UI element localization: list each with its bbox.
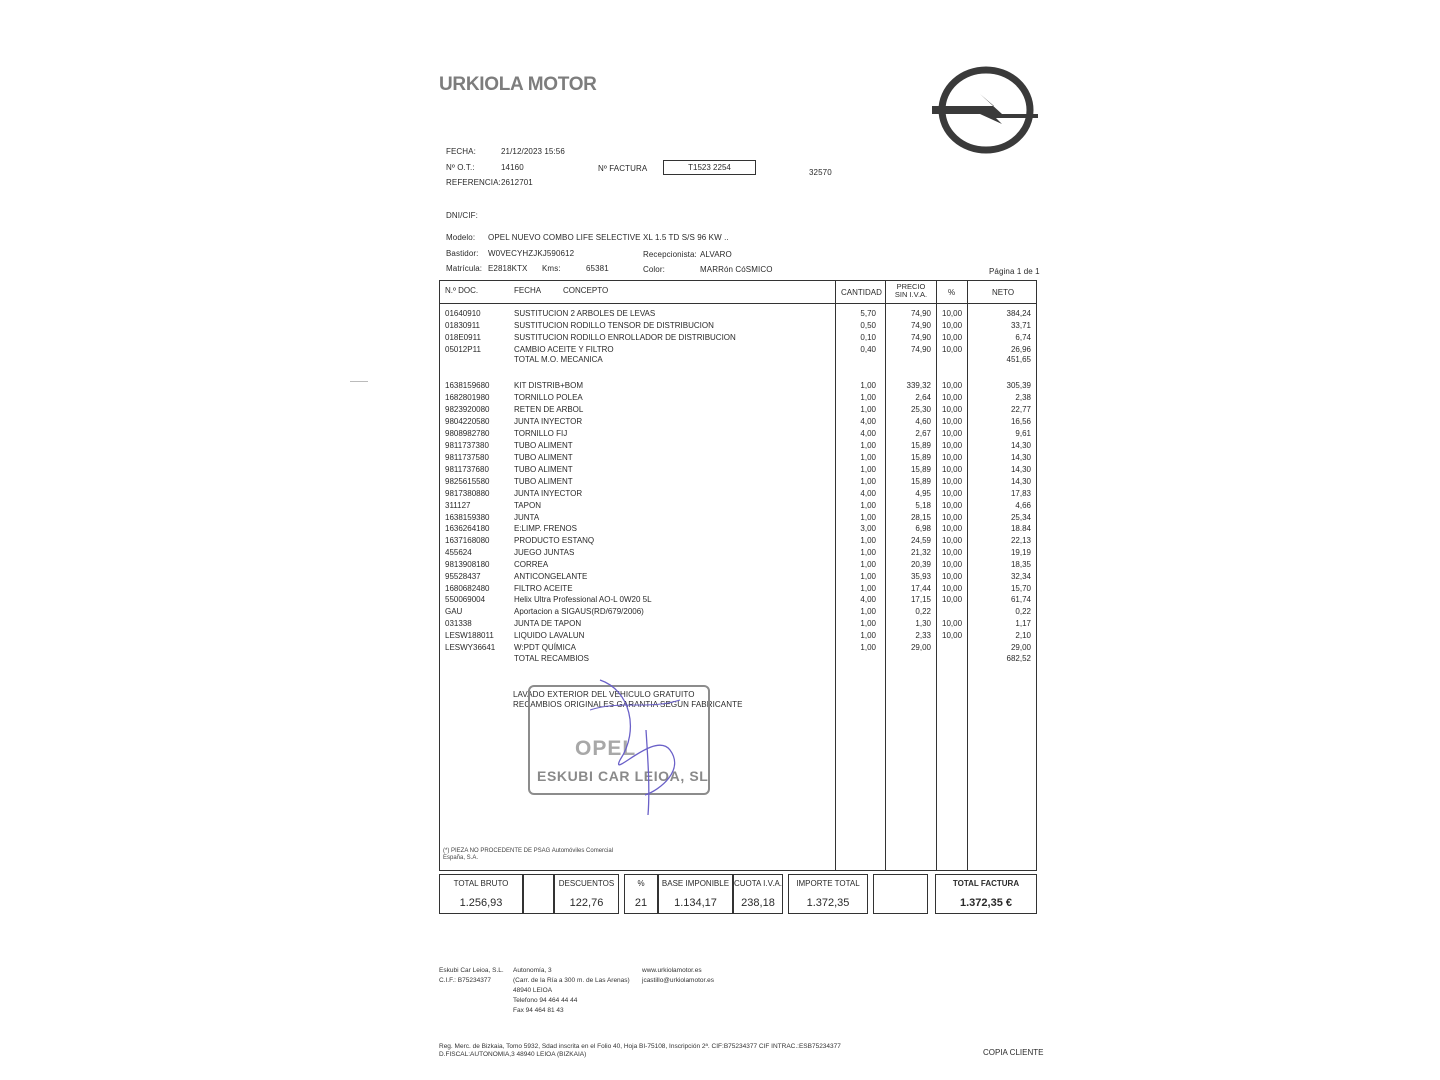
row-desc: ANTICONGELANTE [514, 572, 588, 581]
total-factura-label: TOTAL FACTURA [952, 879, 1020, 888]
row-qty: 1,00 [860, 560, 876, 569]
row-price: 15,89 [910, 465, 931, 474]
row-net: 18.84 [1010, 524, 1031, 533]
row-code: 1680682480 [445, 584, 490, 593]
row-desc: TUBO ALIMENT [514, 465, 573, 474]
dni-label: DNI/CIF: [446, 211, 478, 220]
row-qty: 1,00 [860, 584, 876, 593]
row-pct: 10,00 [942, 417, 963, 426]
row-desc: JUNTA INYECTOR [514, 489, 583, 498]
row-price: 6,98 [915, 524, 931, 533]
row-pct: 10,00 [942, 489, 963, 498]
row-qty: 1,00 [860, 643, 876, 652]
row-code: 9811737580 [445, 453, 489, 462]
row-price: 17,44 [910, 584, 931, 593]
row-code: 05012P11 [445, 345, 481, 354]
row-code: 031338 [445, 619, 472, 628]
header-doc: N.º DOC. [445, 286, 479, 295]
modelo-label: Modelo: [446, 233, 476, 242]
pct-label: % [637, 879, 645, 888]
row-net: 305,39 [1006, 381, 1031, 390]
row-qty: 1,00 [860, 501, 876, 510]
ref-value: 2612701 [501, 178, 533, 187]
row-pct: 10,00 [942, 333, 963, 342]
header-precio [887, 283, 935, 299]
header-pct: % [948, 288, 956, 297]
row-code: 311127 [445, 501, 471, 510]
row-desc: JUNTA DE TAPON [514, 619, 582, 628]
row-desc: LIQUIDO LAVALUN [514, 631, 585, 640]
row-code: 9808982780 [445, 429, 490, 438]
footer-addr1: Autonomía, 3 [513, 967, 552, 974]
row-qty: 1,00 [860, 548, 876, 557]
row-price: 2,33 [915, 631, 931, 640]
row-desc: JUNTA INYECTOR [514, 417, 583, 426]
row-pct: 10,00 [942, 619, 963, 628]
row-price: 28,15 [910, 513, 931, 522]
row-code: 018E0911 [445, 333, 481, 342]
footer-reg: Reg. Merc. de Bizkaia, Tomo 5932, Sdad inscrita en el Folio 40, Hoja BI-75108, Inscripción 2ª. CIF:B75234377 CIF INTRAC.:ESB75234377 [439, 1043, 841, 1050]
row-price: 2,64 [915, 393, 931, 402]
recep-value: ALVARO [700, 250, 732, 259]
psag-note: (*) PIEZA NO PROCEDENTE DE PSAG Automóviles Comercial España, S.A. [443, 848, 614, 861]
table-row [0, 477, 1440, 489]
row-code: 9811737380 [445, 441, 489, 450]
row-pct: 10,00 [942, 405, 963, 414]
row-qty: 1,00 [860, 477, 876, 486]
row-net: 16,56 [1010, 417, 1031, 426]
row-price: 15,89 [910, 441, 931, 450]
row-qty: 4,00 [860, 417, 876, 426]
fecha-label: FECHA: [446, 147, 476, 156]
row-qty: 1,00 [860, 381, 876, 390]
recep-label: Recepcionista: [643, 250, 697, 259]
copia-cliente: COPIA CLIENTE [983, 1048, 1044, 1057]
table-row [0, 465, 1440, 477]
row-qty: 1,00 [860, 453, 876, 462]
row-pct: 10,00 [942, 309, 963, 318]
row-pct: 10,00 [942, 465, 963, 474]
row-desc: SUSTITUCION RODILLO ENROLLADOR DE DISTRIBUCION [514, 333, 736, 342]
row-code: 1637168080 [445, 536, 490, 545]
row-net: 22,13 [1010, 536, 1031, 545]
table-row [0, 333, 1440, 345]
bastidor-value: W0VECYHZJKJ590612 [488, 249, 575, 258]
stamp-brand: OPEL [575, 737, 637, 760]
total-bruto-label: TOTAL BRUTO [453, 879, 509, 888]
row-price: 74,90 [910, 321, 931, 330]
table-row [0, 560, 1440, 572]
row-desc: TUBO ALIMENT [514, 453, 573, 462]
row-code: LESWY36641 [445, 643, 496, 652]
header-cantidad: CANTIDAD [841, 288, 882, 297]
row-code: 01640910 [445, 309, 481, 318]
row-net: 14,30 [1010, 441, 1031, 450]
row-net: 0,22 [1015, 607, 1031, 616]
row-desc: W:PDT QUÍMICA [514, 643, 576, 652]
modelo-value: OPEL NUEVO COMBO LIFE SELECTIVE XL 1.5 TD S/S 96 KW .. [488, 233, 729, 242]
table-row-subtotal [0, 654, 1440, 666]
row-desc: FILTRO ACEITE [514, 584, 573, 593]
row-qty: 0,40 [860, 345, 876, 354]
row-qty: 3,00 [860, 524, 876, 533]
signature-icon [560, 670, 700, 820]
row-qty: 1,00 [860, 607, 876, 616]
row-pct: 10,00 [942, 631, 963, 640]
pct-value: 21 [634, 897, 648, 909]
table-row [0, 441, 1440, 453]
row-net: 2,10 [1015, 631, 1031, 640]
row-qty: 1,00 [860, 513, 876, 522]
matricula-label: Matrícula: [446, 264, 483, 273]
row-net: 32,34 [1010, 572, 1031, 581]
row-net: 14,30 [1010, 453, 1031, 462]
ref-label: REFERENCIA: [446, 178, 501, 187]
row-price: 74,90 [910, 309, 931, 318]
empty-box [873, 874, 928, 914]
footer-company [439, 966, 504, 986]
descuentos-label: DESCUENTOS [558, 879, 615, 888]
row-code: 9823920080 [445, 405, 490, 414]
row-desc: JUEGO JUNTAS [514, 548, 575, 557]
kms-label: Kms: [542, 264, 561, 273]
row-price: 20,39 [910, 560, 931, 569]
row-code: 9825615580 [445, 477, 490, 486]
row-pct: 10,00 [942, 513, 963, 522]
row-net: 17,83 [1010, 489, 1031, 498]
header-concepto: CONCEPTO [563, 286, 609, 295]
header-neto: NETO [992, 288, 1015, 297]
row-price: 4,60 [915, 417, 931, 426]
table-row [0, 607, 1440, 619]
matricula-value: E2818KTX [488, 264, 528, 273]
table-row [0, 501, 1440, 513]
row-net: 26,96 [1010, 345, 1031, 354]
footer-registry [439, 1043, 841, 1059]
row-net: 29,00 [1010, 643, 1031, 652]
row-qty: 1,00 [860, 465, 876, 474]
row-qty: 4,00 [860, 595, 876, 604]
row-desc: Helix Ultra Professional AO-L 0W20 5L [514, 595, 652, 604]
table-row [0, 417, 1440, 429]
fecha-value: 21/12/2023 15:56 [501, 147, 565, 156]
kms-value: 65381 [586, 264, 609, 273]
table-row [0, 321, 1440, 333]
row-code: 95528437 [445, 572, 481, 581]
footer-fax: Fax 94 464 81 43 [513, 1007, 564, 1014]
row-code: 9811737680 [445, 465, 489, 474]
row-qty: 0,10 [860, 333, 876, 342]
extra-code: 32570 [809, 168, 832, 177]
row-qty: 1,00 [860, 536, 876, 545]
row-desc: SUSTITUCION RODILLO TENSOR DE DISTRIBUCION [514, 321, 714, 330]
row-net: 18,35 [1010, 560, 1031, 569]
row-qty: 1,00 [860, 619, 876, 628]
footer-addr3: 48940 LEIOA [513, 987, 553, 994]
row-price: 5,18 [915, 501, 931, 510]
row-pct: 10,00 [942, 501, 963, 510]
row-net: 33,71 [1010, 321, 1031, 330]
row-code: GAU [445, 607, 463, 616]
row-desc: CORREA [514, 560, 549, 569]
footer-addr2: (Carr. de la Ría a 300 m. de Las Arenas) [513, 977, 630, 984]
factura-number: T1523 2254 [663, 160, 756, 175]
row-net: 2,38 [1015, 393, 1031, 402]
footer-email: jcastillo@urkiolamotor.es [642, 977, 714, 984]
row-desc: JUNTA [514, 513, 540, 522]
table-row [0, 548, 1440, 560]
row-pct: 10,00 [942, 429, 963, 438]
row-pct: 10,00 [942, 477, 963, 486]
row-net: 19,19 [1010, 548, 1031, 557]
row-net: 14,30 [1010, 477, 1031, 486]
table-row [0, 453, 1440, 465]
row-desc: TUBO ALIMENT [514, 477, 573, 486]
footer-company-name: Eskubi Car Leioa, S.L. [439, 967, 504, 974]
row-price: 35,93 [910, 572, 931, 581]
row-price: 74,90 [910, 345, 931, 354]
row-price: 4,95 [915, 489, 931, 498]
row-pct: 10,00 [942, 536, 963, 545]
row-desc: TOTAL M.O. MECANICA [514, 355, 603, 364]
note-garantia: RECAMBIOS ORIGINALES GARANTIA SEGUN FABRICANTE [513, 700, 743, 709]
cuota-label: CUOTA I.V.A. [733, 879, 782, 888]
row-net: 451,65 [1006, 355, 1031, 364]
row-desc: KIT DISTRIB+BOM [514, 381, 583, 390]
color-label: Color: [643, 265, 665, 274]
descuentos-value: 122,76 [569, 897, 604, 909]
row-price: 21,32 [910, 548, 931, 557]
row-pct: 10,00 [942, 548, 963, 557]
row-qty: 1,00 [860, 572, 876, 581]
row-pct: 10,00 [942, 572, 963, 581]
table-header-divider [439, 303, 1037, 304]
row-pct: 10,00 [942, 381, 963, 390]
row-desc: CAMBIO ACEITE Y FILTRO [514, 345, 614, 354]
footer-contact [642, 966, 714, 986]
row-price: 24,59 [910, 536, 931, 545]
row-code: 1638159680 [445, 381, 490, 390]
row-price: 15,89 [910, 453, 931, 462]
row-pct: 10,00 [942, 345, 963, 354]
stamp-company-name: ESKUBI CAR LEIOA, SL [537, 768, 709, 784]
row-desc: E:LIMP. FRENOS [514, 524, 577, 533]
row-code: 9804220580 [445, 417, 490, 426]
row-qty: 1,00 [860, 631, 876, 640]
row-desc: Aportacion a SIGAUS(RD/679/2006) [514, 607, 644, 616]
row-pct: 10,00 [942, 321, 963, 330]
table-row [0, 595, 1440, 607]
table-row [0, 489, 1440, 501]
row-net: 61,74 [1010, 595, 1031, 604]
row-code: 01830911 [445, 321, 480, 330]
footer-fiscal: D.FISCAL:AUTONOMIA,3 48940 LEIOA (BIZKAIA) [439, 1051, 587, 1058]
cuota-value: 238,18 [741, 897, 775, 909]
table-row [0, 572, 1440, 584]
row-desc: PRODUCTO ESTANQ [514, 536, 595, 545]
row-pct: 10,00 [942, 393, 963, 402]
row-pct: 10,00 [942, 524, 963, 533]
row-pct: 10,00 [942, 595, 963, 604]
row-price: 74,90 [910, 333, 931, 342]
table-row [0, 309, 1440, 321]
footer-cif: C.I.F.: B75234377 [439, 977, 492, 984]
row-code: 1682801980 [445, 393, 490, 402]
factura-label: Nº FACTURA [598, 164, 648, 173]
row-qty: 1,00 [860, 393, 876, 402]
row-qty: 5,70 [860, 309, 876, 318]
row-net: 384,24 [1006, 309, 1031, 318]
row-price: 2,67 [915, 429, 931, 438]
ot-label: Nº O.T.: [446, 163, 475, 172]
row-price: 339,32 [906, 381, 931, 390]
row-desc: TUBO ALIMENT [514, 441, 573, 450]
row-price: 25,30 [910, 405, 931, 414]
color-value: MARRón CóSMICO [700, 265, 773, 274]
empty-box [523, 874, 554, 914]
table-row [0, 429, 1440, 441]
row-qty: 0,50 [860, 321, 876, 330]
table-row [0, 619, 1440, 631]
row-price: 17,15 [910, 595, 931, 604]
row-pct: 10,00 [942, 453, 963, 462]
header-precio-line2: SIN I.V.A. [894, 290, 928, 299]
row-code: 9813908180 [445, 560, 490, 569]
row-qty: 1,00 [860, 405, 876, 414]
row-desc: SUSTITUCION 2 ARBOLES DE LEVAS [514, 309, 656, 318]
base-label: BASE IMPONIBLE [661, 879, 730, 888]
footer-tel: Telefono 94 464 44 44 [513, 997, 578, 1004]
row-qty: 1,00 [860, 441, 876, 450]
row-price: 1,30 [915, 619, 931, 628]
page-number: Página 1 de 1 [989, 267, 1040, 276]
row-code: 9817380880 [445, 489, 490, 498]
importe-value: 1.372,35 [806, 897, 850, 909]
footer-address [513, 966, 630, 1016]
row-price: 15,89 [910, 477, 931, 486]
table-row [0, 536, 1440, 548]
importe-label: IMPORTE TOTAL [796, 879, 860, 888]
row-pct: 10,00 [942, 560, 963, 569]
header-fecha: FECHA [514, 286, 542, 295]
table-row-subtotal [0, 355, 1440, 367]
row-code: LESW188011 [445, 631, 494, 640]
row-code: 455624 [445, 548, 472, 557]
row-net: 15,70 [1010, 584, 1031, 593]
row-qty: 4,00 [860, 429, 876, 438]
total-bruto-value: 1.256,93 [459, 897, 503, 909]
total-factura-value: 1.372,35 € [960, 897, 1012, 909]
row-desc: RETEN DE ARBOL [514, 405, 584, 414]
row-desc: TORNILLO FIJ [514, 429, 568, 438]
header-precio-line1: PRECIO [896, 282, 926, 291]
table-row [0, 381, 1440, 393]
table-row [0, 524, 1440, 536]
bastidor-label: Bastidor: [446, 249, 479, 258]
ot-value: 14160 [501, 163, 524, 172]
base-value: 1.134,17 [674, 897, 717, 909]
row-net: 9,61 [1015, 429, 1031, 438]
row-pct: 10,00 [942, 441, 963, 450]
row-code: 550069004 [445, 595, 486, 604]
row-price: 29,00 [910, 643, 931, 652]
row-net: 25,34 [1010, 513, 1031, 522]
table-row [0, 393, 1440, 405]
row-net: 1,17 [1015, 619, 1031, 628]
row-desc: TAPON [514, 501, 541, 510]
row-price: 0,22 [915, 607, 931, 616]
row-desc: TOTAL RECAMBIOS [514, 654, 589, 663]
footer-web: www.urkiolamotor.es [642, 967, 702, 974]
brand-name: URKIOLA MOTOR [439, 74, 597, 95]
row-pct: 10,00 [942, 584, 963, 593]
row-net: 22,77 [1010, 405, 1031, 414]
note-lavado: LAVADO EXTERIOR DEL VEHICULO GRATUITO [513, 690, 695, 699]
row-net: 4,66 [1015, 501, 1031, 510]
table-row [0, 405, 1440, 417]
row-qty: 4,00 [860, 489, 876, 498]
row-desc: TORNILLO POLEA [514, 393, 583, 402]
row-net: 682,52 [1006, 654, 1031, 663]
row-code: 1636264180 [445, 524, 490, 533]
row-net: 6,74 [1015, 333, 1031, 342]
row-net: 14,30 [1010, 465, 1031, 474]
row-code: 1638159380 [445, 513, 490, 522]
table-row [0, 631, 1440, 643]
opel-logo-icon [930, 66, 1038, 154]
